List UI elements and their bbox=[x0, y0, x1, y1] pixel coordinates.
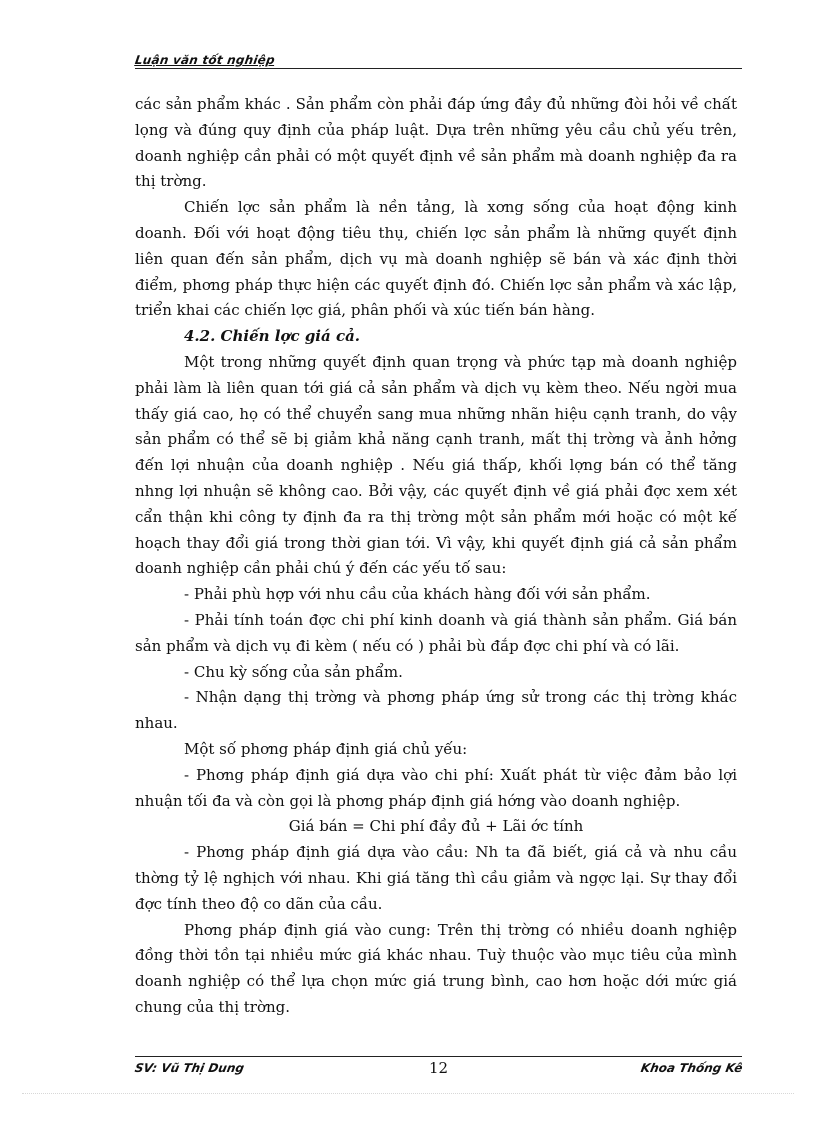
paragraph: Phơng pháp định giá vào cung: Trên thị trờng có nhiều doanh nghiệp đồng thời tồn tại nhiều mức giá khác nhau. Tuỳ thuộc vào mục tiêu của mình doanh nghiệp có thể lựa chọn mức giá trung bình, cao hơn hoặc dới mức giá chung của thị trờng. bbox=[135, 920, 737, 1016]
paragraph: Một trong những quyết định quan trọng và phức tạp mà doanh nghiệp phải làm là liên quan tới giá cả sản phẩm và dịch vụ kèm theo. Nếu ngời mua thấy giá cao, họ có thể chuyển sang mua những nhãn hiệu cạnh tranh, do vậy sản phẩm có thể sẽ bị giảm khả năng cạnh tranh, mất thị trờng và ảnh hởng đến lợi nhuận của doanh nghiệp . Nếu giá thấp, khối lợng bán có thể tăng nhng lợi nhuận sẽ không cao. Bởi vậy, các quyết định về giá phải đợc xem xét cẩn thận khi công ty định đa ra thị trờng một sản phẩm mới hoặc có một kế hoạch thay đổi giá trong thời gian tới. Vì vậy, khi quyết định giá cả sản phẩm doanh nghiệp cần phải chú ý đến các yếu tố sau: bbox=[135, 352, 737, 578]
paragraph: các sản phẩm khác . Sản phẩm còn phải đáp ứng đầy đủ những đòi hỏi về chất lọng và đúng quy định của pháp luật. Dựa trên những yêu cầu chủ yếu trên, doanh nghiệp cần phải có một quyết định về sản phẩm mà doanh nghiệp đa ra thị trờng. bbox=[135, 95, 737, 191]
list-item: - Chu kỳ sống của sản phẩm. bbox=[184, 662, 403, 681]
footer-author: SV: Vũ Thị Dung bbox=[133, 1061, 246, 1075]
page-body bbox=[135, 92, 737, 1021]
paragraph: Một số phơng pháp định giá chủ yếu: bbox=[184, 739, 468, 758]
list-item: - Nhận dạng thị trờng và phơng pháp ứng sử trong các thị trờng khác nhau. bbox=[135, 688, 737, 733]
page-footer bbox=[135, 1056, 742, 1083]
list-item: - Phơng pháp định giá dựa vào chi phí: Xuất phát từ việc đảm bảo lợi nhuận tối đa và còn gọi là phơng pháp định giá hớng vào doanh nghiệp. bbox=[135, 765, 737, 810]
page-header bbox=[135, 48, 742, 69]
page-edge-divider bbox=[22, 1093, 794, 1094]
footer-department: Khoa Thống Kê bbox=[639, 1061, 744, 1075]
page-number: 12 bbox=[428, 1059, 449, 1077]
list-item: - Phải phù hợp với nhu cầu của khách hàng đối với sản phẩm. bbox=[184, 585, 651, 604]
header-title: Luận văn tốt nghiệp bbox=[134, 53, 276, 67]
section-heading: 4.2. Chiến lợc giá cả. bbox=[184, 327, 361, 346]
paragraph: Chiến lợc sản phẩm là nền tảng, là xơng sống của hoạt động kinh doanh. Đối với hoạt động tiêu thụ, chiến lợc sản phẩm là những quyết định liên quan đến sản phẩm, dịch vụ mà doanh nghiệp sẽ bán và xác định thời điểm, phơng pháp thực hiện các quyết định đó. Chiến lợc sản phẩm và xác lập, triển khai các chiến lợc giá, phân phối và xúc tiến bán hàng. bbox=[135, 198, 737, 320]
formula-line: Giá bán = Chi phí đầy đủ + Lãi ớc tính bbox=[288, 817, 584, 836]
list-item: - Phải tính toán đợc chi phí kinh doanh và giá thành sản phẩm. Giá bán sản phẩm và dịch vụ đi kèm ( nếu có ) phải bù đắp đợc chi phí và có lãi. bbox=[135, 610, 737, 655]
list-item: - Phơng pháp định giá dựa vào cầu: Nh ta đã biết, giá cả và nhu cầu thờng tỷ lệ nghịch với nhau. Khi giá tăng thì cầu giảm và ngợc lại. Sự thay đổi đợc tính theo độ co dãn của cầu. bbox=[135, 843, 737, 913]
